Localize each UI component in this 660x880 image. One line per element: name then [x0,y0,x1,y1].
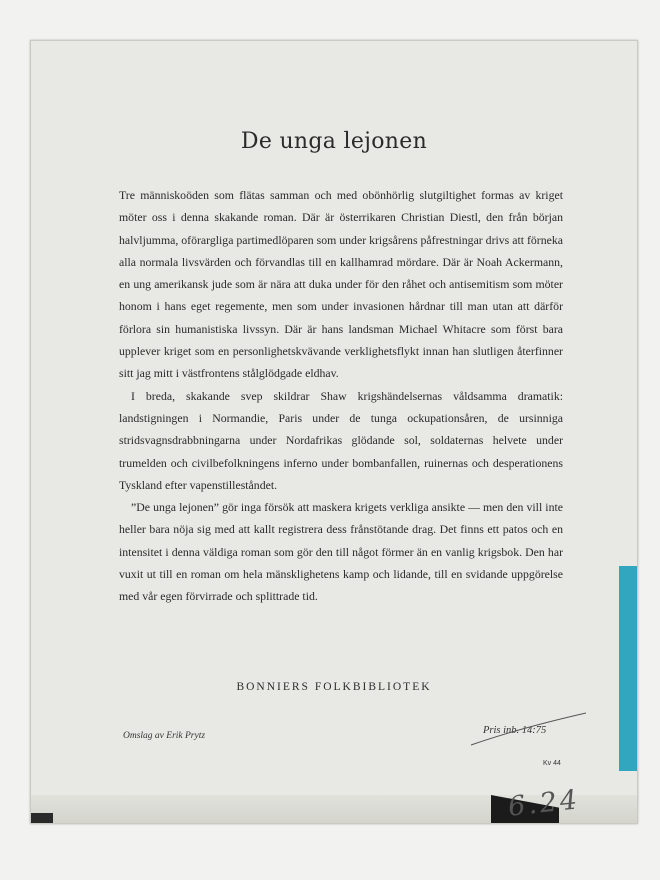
printed-price: Pris inb. 14:75 [483,725,547,736]
blurb-text [119,184,563,608]
dark-corner-shadow [31,813,53,823]
category-code: Kv 44 [543,760,561,767]
book-title: De unga lejonen [240,129,428,154]
cover-credit: Omslag av Erik Prytz [123,731,206,741]
publisher-name: BONNIERS FOLKBIBLIOTEK [236,681,432,693]
blue-spine-stripe [619,566,637,771]
book-back-cover [30,40,638,824]
handwritten-price: 6.24 [506,784,582,823]
blurb-paragraph-2: I breda, skakande svep skildrar Shaw krigshändelsernas våldsamma dramatik: landstigningen i Normandie, Paris under de tunga ockupationsåren, de ursinniga stridsvagnsdrabbningarna under Nordafrikas glödande sol, soldaternas helvete under trumelden och civilbefolkningens inferno under bombanfallen, ruinernas och desperationens Tyskland efter vapenstilleståndet. [119,388,563,492]
blurb-paragraph-3: ”De unga lejonen” gör inga försök att maskera krigets verkliga ansikte — men den vill inte heller bara nöja sig med att kallt registrera dess frånstötande drag. Det finns ett patos och en intensitet i denna väldiga roman som gör den till något förmer än en vanlig krigsbok. Den har vuxit ut till en roman om hela mänsklighetens kamp och lidande, till en svidande uppgörelse med vår egen förvirrade och splittrade tid. [119,500,563,604]
blurb-paragraph-1: Tre människoöden som flätas samman och med obönhörlig slutgiltighet formas av kriget möter oss i denna skakande roman. Där är österrikaren Christian Diestl, den från början halvljumma, oförargliga partimedlöparen som under krigsårens påfrestningar drivs att förneka alla normala livsvärden och förvandlas till en kallhamrad mördare. Där är Noah Ackermann, en ung amerikansk jude som är nära att duka under för den råhet och antisemitism som möter honom i hans eget regemente, men som under invasionen hårdnar till man utan att därför förlora sin humanistiska livssyn. Där är hans landsman Michael Whitacre som först bara upplever kriget som en personlighetskvävande verklighetsflykt innan han slutligen återfinner sitt jag mitt i västfrontens stålglödgade eldhav. [119,188,563,381]
